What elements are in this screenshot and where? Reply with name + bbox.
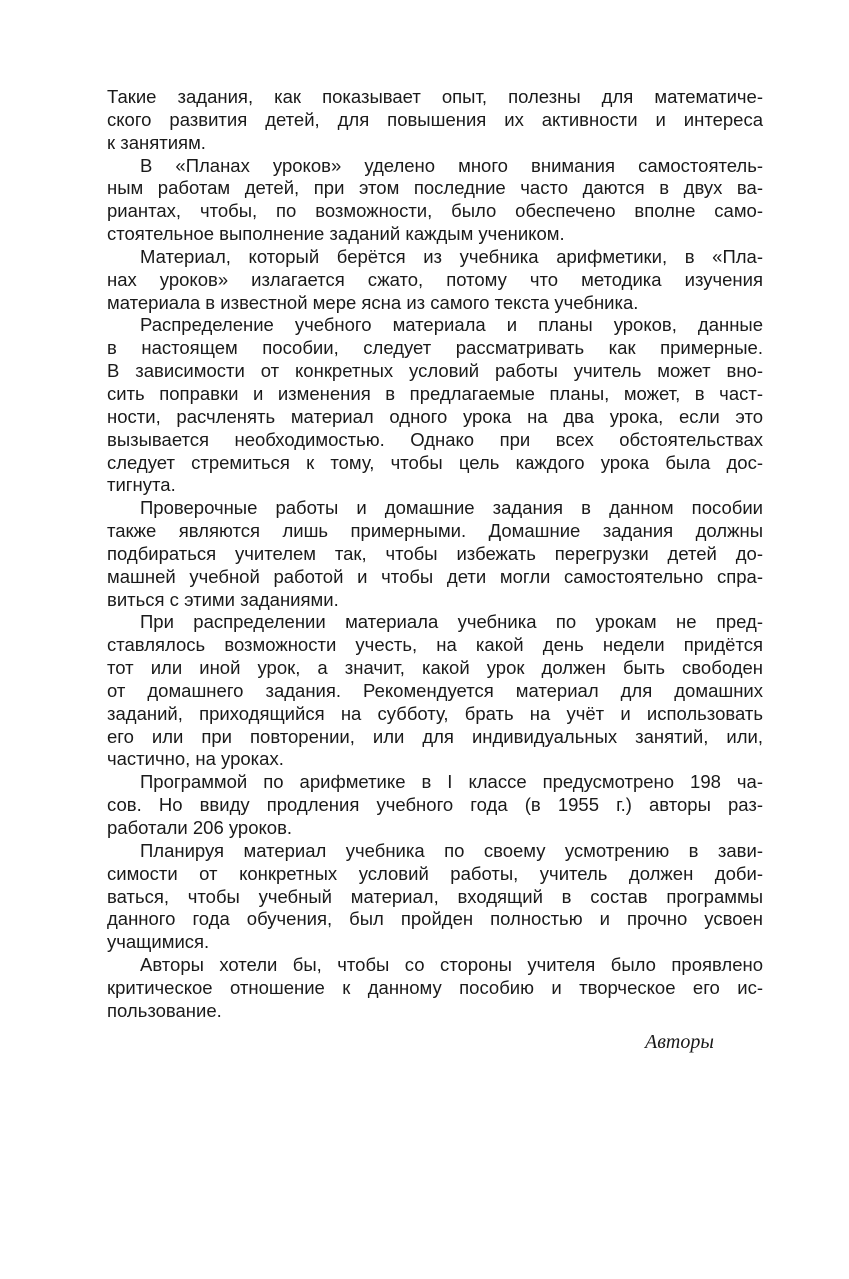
text-line: пользование. bbox=[107, 999, 222, 1021]
text-line: Такие задания, как показывает опыт, полезны для математиче- bbox=[107, 86, 763, 107]
text-line: ности, расчленять материал одного урока на два урока, если это bbox=[107, 405, 763, 427]
text-line: ского развития детей, для повышения их активности и интереса bbox=[107, 108, 763, 130]
text-line: работали 206 уроков. bbox=[107, 817, 293, 838]
text-line: вызывается необходимостью. Однако при всех обстоятельствах bbox=[107, 428, 763, 450]
text-line: При распределении материала учебника по урокам не пред- bbox=[140, 611, 763, 633]
paragraph bbox=[107, 771, 763, 840]
text-line: его или при повторении, или для индивидуальных занятий, или, bbox=[107, 725, 763, 747]
text-line: ваться, чтобы учебный материал, входящий в состав программы bbox=[107, 885, 763, 907]
text-line: данного года обучения, был пройден полностью и прочно усвоен bbox=[107, 908, 763, 930]
text-line: следует стремиться к тому, чтобы цель каждого урока была дос- bbox=[107, 451, 763, 473]
text-line: ставлялось возможности учесть, на какой день недели придётся bbox=[107, 634, 763, 656]
signature: Авторы bbox=[645, 1031, 714, 1053]
text-line: учащимися. bbox=[107, 931, 210, 953]
text-line: Планируя материал учебника по своему усмотрению в зави- bbox=[140, 839, 763, 861]
text-line: В зависимости от конкретных условий работы учитель может вно- bbox=[107, 360, 763, 382]
text-line: симости от конкретных условий работы, учитель должен доби- bbox=[107, 862, 763, 884]
paragraph bbox=[107, 611, 763, 771]
text-line: стоятельное выполнение заданий каждым учеником. bbox=[107, 223, 565, 245]
text-line: заданий, приходящийся на субботу, брать на учёт и использовать bbox=[107, 702, 763, 724]
text-line: материала в известной мере ясна из самого текста учебника. bbox=[107, 291, 639, 313]
text-line: виться с этими заданиями. bbox=[107, 588, 339, 610]
text-line: тигнута. bbox=[107, 474, 176, 496]
text-line: в настоящем пособии, следует рассматривать как примерные. bbox=[107, 337, 763, 359]
text-line: Проверочные работы и домашние задания в данном пособии bbox=[140, 497, 763, 519]
text-line: сить поправки и изменения в предлагаемые планы, может, в част- bbox=[107, 382, 763, 404]
text-line: критическое отношение к данному пособию и творческое его ис- bbox=[107, 976, 763, 998]
paragraph bbox=[107, 497, 763, 611]
paragraph bbox=[107, 840, 763, 954]
text-line: риантах, чтобы, по возможности, было обеспечено вполне само- bbox=[107, 200, 763, 222]
text-line: Авторы хотели бы, чтобы со стороны учителя было проявлено bbox=[140, 954, 763, 976]
paragraph bbox=[107, 246, 763, 315]
text-line: сов. Но ввиду продления учебного года (в 1955 г.) авторы раз- bbox=[107, 794, 763, 816]
text-line: тот или иной урок, а значит, какой урок должен быть свободен bbox=[107, 657, 763, 679]
text-line: частично, на уроках. bbox=[107, 748, 284, 770]
text-line: Распределение учебного материала и планы уроков, данные bbox=[140, 314, 763, 336]
text-line: от домашнего задания. Рекомендуется материал для домашних bbox=[107, 679, 763, 701]
paragraph bbox=[107, 86, 763, 155]
text-line: машней учебной работой и чтобы дети могли самостоятельно спра- bbox=[107, 565, 763, 587]
text-line: Программой по арифметике в I классе предусмотрено 198 ча- bbox=[140, 771, 763, 793]
text-line: В «Планах уроков» уделено много внимания самостоятель- bbox=[140, 154, 763, 176]
body-text bbox=[107, 86, 763, 1023]
paragraph bbox=[107, 314, 763, 497]
text-line: также являются лишь примерными. Домашние задания должны bbox=[107, 520, 763, 542]
text-line: ным работам детей, при этом последние часто даются в двух ва- bbox=[107, 177, 763, 199]
text-line: Материал, который берётся из учебника арифметики, в «Пла- bbox=[140, 245, 763, 267]
paragraph bbox=[107, 954, 763, 1023]
paragraph bbox=[107, 155, 763, 246]
text-line: подбираться учителем так, чтобы избежать перегрузки детей до- bbox=[107, 542, 763, 564]
text-line: нах уроков» излагается сжато, потому что методика изучения bbox=[107, 268, 763, 290]
text-line: к занятиям. bbox=[107, 131, 206, 153]
